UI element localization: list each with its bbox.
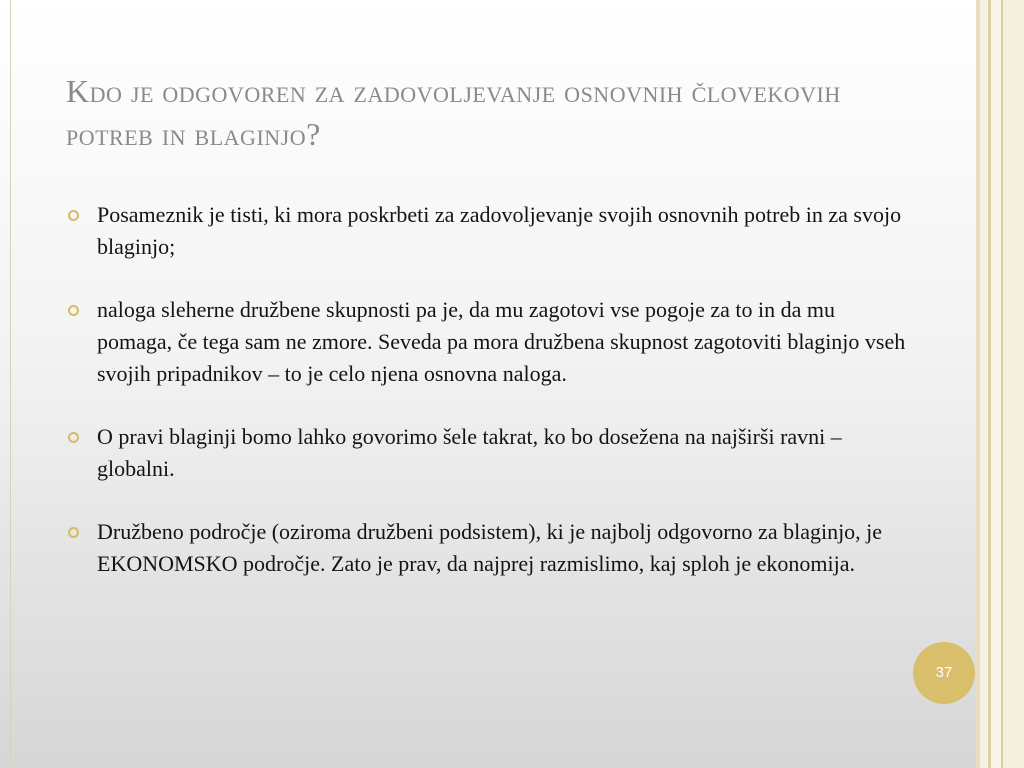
circle-bullet-icon [68,527,79,538]
decorative-stripe [991,0,1001,768]
bullet-list [66,199,906,611]
bullet-text: Družbeno področje (oziroma družbeni podsistem), ki je najbolj odgovorno za blaginjo, je EKONOMSKO področje. Zato je prav, da najprej razmislimo, kaj sploh je ekonomija. [97,519,883,576]
bullet-item [66,199,906,263]
circle-bullet-icon [68,305,79,316]
slide-title: Kdo je odgovoren za zadovoljevanje osnovnih človekovih potreb in blaginjo? [66,73,841,152]
bullet-item [66,294,906,390]
circle-bullet-icon [68,210,79,221]
bullet-text: O pravi blaginji bomo lahko govorimo šele takrat, ko bo dosežena na najširši ravni – globalni. [97,424,842,481]
circle-bullet-icon [68,432,79,443]
decorative-stripe [980,0,988,768]
slide-number-badge: 37 [913,642,975,704]
decorative-stripe [1003,0,1024,768]
bullet-item [66,421,906,485]
bullet-item [66,516,906,580]
bullet-text: Posameznik je tisti, ki mora poskrbeti za zadovoljevanje svojih osnovnih potreb in za svojo blaginjo; [97,202,902,259]
bullet-text: naloga sleherne družbene skupnosti pa je, da mu zagotovi vse pogoje za to in da mu pomaga, če tega sam ne zmore. Seveda pa mora družbena skupnost zagotoviti blaginjo vseh svojih pripadnikov – to je celo njena osnovna naloga. [97,297,906,386]
